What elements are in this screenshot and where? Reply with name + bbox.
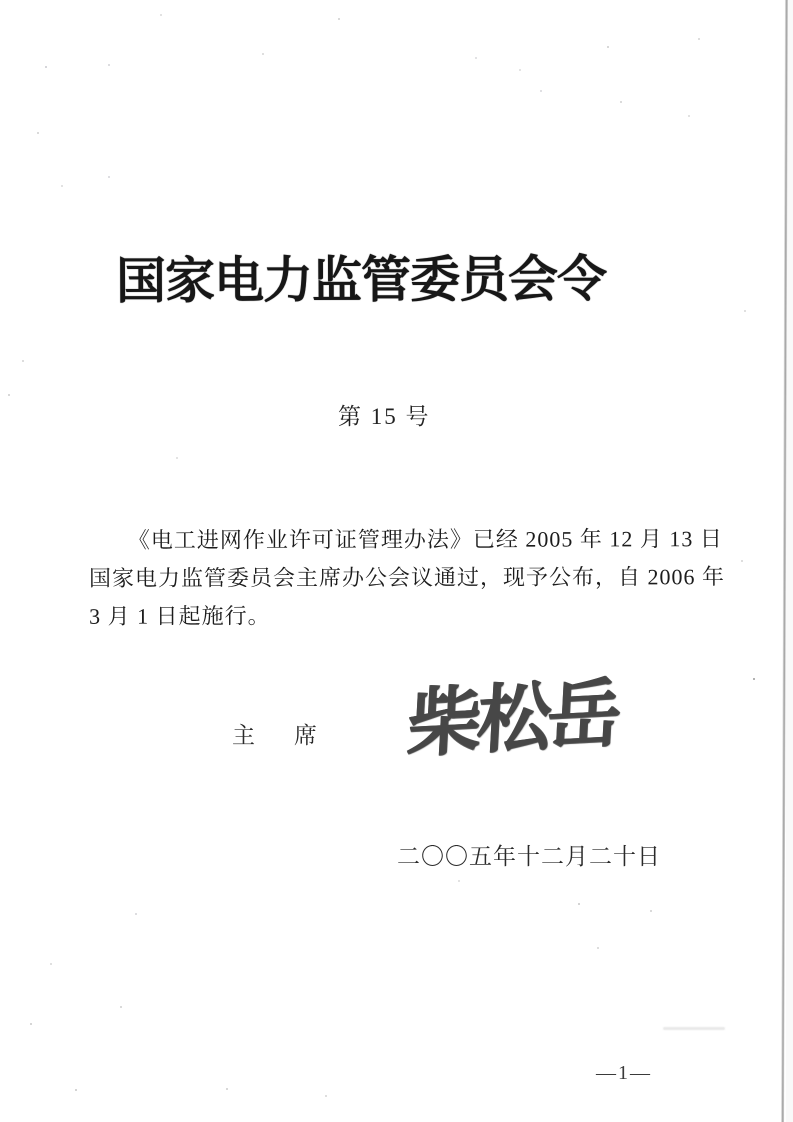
- issue-date: 二〇〇五年十二月二十日: [397, 844, 661, 869]
- document-title: 国家电力监管委员会令: [115, 250, 607, 310]
- body-line-3: 3 月 1 日起施行。: [89, 603, 271, 629]
- role-char-xi: 席: [294, 723, 317, 748]
- body-line-1: 《电工进网作业许可证管理办法》已经 2005 年 12 月 13 日: [127, 526, 723, 553]
- chairman-role-label: [232, 722, 317, 750]
- role-char-zhu: 主: [232, 723, 255, 748]
- page-number: —1—: [596, 1062, 652, 1084]
- chairman-handwritten-signature: 柴松岳: [405, 673, 620, 767]
- issue-number: 第 15 号: [338, 404, 431, 429]
- body-paragraph: [88, 520, 726, 636]
- body-line-2: 国家电力监管委员会主席办公会议通过，现予公布，自 2006 年: [88, 564, 726, 591]
- scan-smudge-mark: [663, 1027, 725, 1030]
- scan-noise-speckles: [0, 0, 2, 2]
- signature-block: [232, 660, 652, 800]
